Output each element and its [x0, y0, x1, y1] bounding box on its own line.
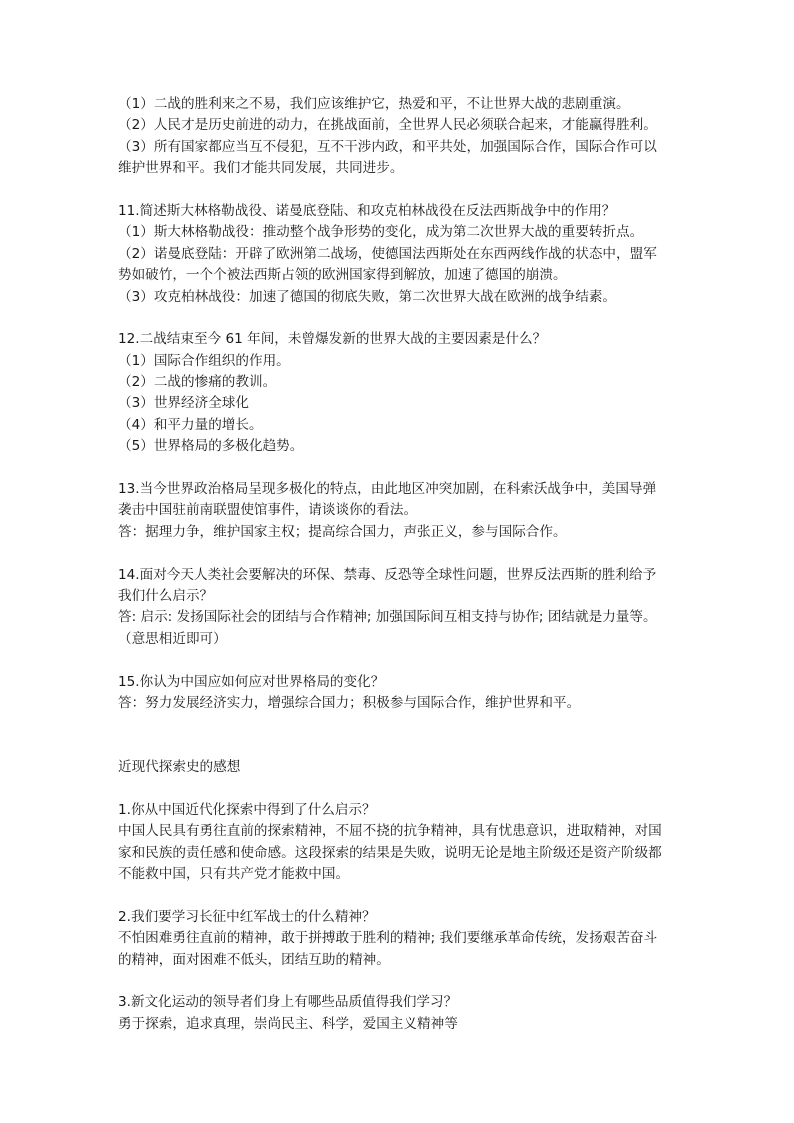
answer-block-10	[118, 94, 684, 180]
answer-line: 答：努力发展经济实力，增强综合国力；积极参与国际合作，维护世界和平。	[118, 694, 581, 711]
text-line: （4）和平力量的增长。	[118, 416, 263, 433]
text-line: 的精神，面对困难不低头，团结互助的精神。	[118, 951, 390, 968]
paragraph-gap	[118, 650, 684, 671]
question-title: 15.你认为中国应如何应对世界格局的变化？	[118, 673, 385, 690]
paragraph-gap	[118, 543, 684, 564]
question-block-15	[118, 672, 684, 715]
paragraph-gap	[118, 308, 684, 329]
paragraph-gap	[118, 180, 684, 201]
section-question-1	[118, 800, 684, 886]
text-line: 中国人民具有勇往直前的探索精神，不屈不挠的抗争精神，具有忧患意识，进取精神，对国	[118, 823, 662, 840]
paragraph-gap	[118, 885, 684, 906]
question-block-13	[118, 479, 684, 543]
answer-note: （意思相近即可）	[118, 630, 227, 647]
question-title: 1.你从中国近代化探索中得到了什么启示？	[118, 801, 376, 818]
text-line: （2）二战的惨痛的教训。	[118, 374, 277, 391]
text-line: 不怕困难勇往直前的精神，敢于拼搏敢于胜利的精神; 我们要继承革命传统，发扬艰苦奋斗	[118, 930, 658, 947]
text-line: （5）世界格局的多极化趋势。	[118, 438, 304, 455]
paragraph-gap	[118, 779, 684, 800]
text-line: （2）诺曼底登陆：开辟了欧洲第二战场，使德国法西斯处在东西两线作战的状态中，盟军	[118, 245, 657, 262]
answer-line: 答: 启示: 发扬国际社会的团结与合作精神; 加强国际间互相支持与协作; 团结就是力量等。	[118, 609, 657, 626]
paragraph-gap	[118, 971, 684, 992]
text-line: 勇于探索，追求真理，崇尚民主、科学，爱国主义精神等	[118, 1015, 458, 1032]
text-line: 势如破竹，一个个被法西斯占领的欧洲国家得到解放，加速了德国的崩溃。	[118, 267, 567, 284]
question-title: 2.我们要学习长征中红军战士的什么精神？	[118, 908, 376, 925]
text-line: （1）斯大林格勒战役：推动整个战争形势的变化，成为第二次世界大战的重要转折点。	[118, 224, 644, 241]
question-title-cont: 袭击中国驻前南联盟使馆事件，请谈谈你的看法。	[118, 502, 418, 519]
text-line: 家和民族的责任感和使命感。这段探索的结果是失败，说明无论是地主阶级还是资产阶级都	[118, 844, 662, 861]
text-line: （1）国际合作组织的作用。	[118, 352, 290, 369]
question-title: 12.二战结束至今 61 年间，未曾爆发新的世界大战的主要因素是什么？	[118, 331, 547, 348]
question-title: 13.当今世界政治格局呈现多极化的特点，由此地区冲突加剧，在科索沃战争中，美国导弹	[118, 481, 657, 498]
answer-line: 答：据理力争，维护国家主权；提高综合国力，声张正义，参与国际合作。	[118, 523, 567, 540]
question-title: 3.新文化运动的领导者们身上有哪些品质值得我们学习？	[118, 994, 458, 1011]
section-title: 近现代探索史的感想	[118, 759, 241, 776]
text-line: （3）所有国家都应当互不侵犯，互不干涉内政，和平共处，加强国际合作，国际合作可以	[118, 138, 657, 155]
section-question-2	[118, 907, 684, 971]
question-block-11	[118, 201, 684, 308]
text-line: （2）人民才是历史前进的动力，在挑战面前，全世界人民必须联合起来，才能赢得胜利。	[118, 117, 657, 134]
text-line: （1）二战的胜利来之不易，我们应该维护它，热爱和平，不让世界大战的悲剧重演。	[118, 96, 630, 112]
question-title: 14.面对今天人类社会要解决的环保、禁毒、反恐等全球性问题，世界反法西斯的胜利给予	[118, 566, 657, 583]
text-line: 维护世界和平。我们才能共同发展，共同进步。	[118, 160, 404, 177]
text-line: 不能救中国，只有共产党才能救中国。	[118, 866, 350, 883]
document-page	[118, 94, 684, 1035]
paragraph-gap	[118, 458, 684, 479]
question-title: 11.简述斯大林格勒战役、诺曼底登陆、和攻克柏林战役在反法西斯战争中的作用？	[118, 202, 616, 219]
question-block-14	[118, 565, 684, 651]
text-line: （3）攻克柏林战役：加速了德国的彻底失败，第二次世界大战在欧洲的战争结素。	[118, 288, 617, 305]
text-line: （3）世界经济全球化	[118, 395, 249, 412]
section-question-3	[118, 992, 684, 1035]
section-gap	[118, 714, 684, 757]
question-title-cont: 我们什么启示？	[118, 587, 214, 604]
question-block-12	[118, 329, 684, 457]
